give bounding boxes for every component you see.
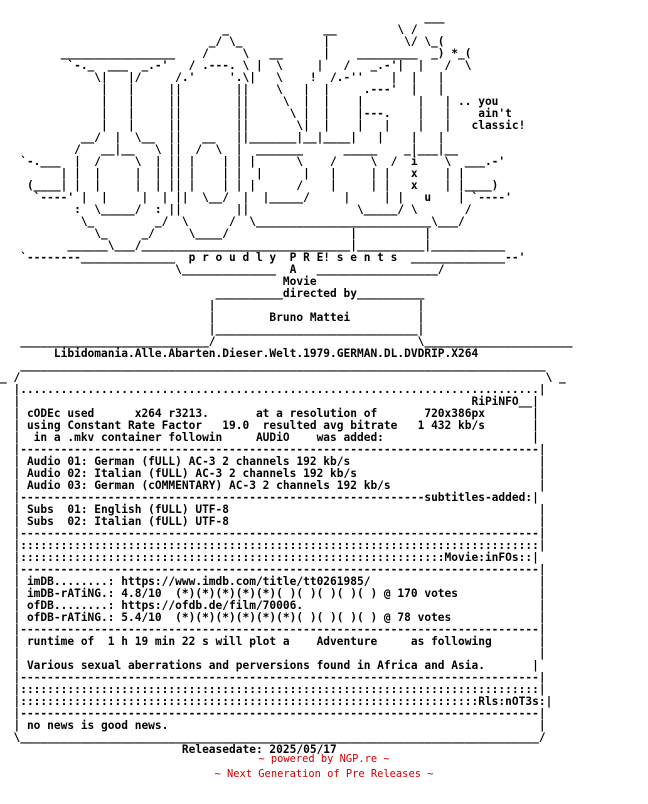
nfo-line: | | || || \| | | | | | classic! — [0, 119, 526, 132]
nfo-line: | runtime of 1 h 19 min 22 s will plot a Adventure as following | — [0, 635, 546, 648]
footer — [0, 752, 648, 782]
nfo-line: | ofDB-rATiNG.: 5.4/10 (*)(*)(*)(*)(*)(*)( )( )( )( ) @ 78 votes | — [0, 611, 546, 624]
nfo-line: `-.___ | / \ | || | | | | \ / \ / i \ ___.-' — [0, 155, 506, 168]
nfo-line: |-----------------------------------------------------------------------------| — [0, 563, 546, 576]
nfo-line: | Subs 02: Italian (fULL) UTF-8 | — [0, 515, 546, 528]
nfo-line: \_____________________________________________________________________________/ — [0, 731, 546, 744]
nfo-line: _ __ \ / — [0, 23, 418, 36]
nfo-line: | Various sexual aberrations and perversions found in Africa and Asia. | — [0, 659, 539, 672]
nfo-line: | | || || \ | | |---. | | ain't — [0, 107, 512, 120]
nfo-line: |-----------------------------------------------------------------------------| — [0, 671, 546, 684]
nfo-line: ___ — [0, 11, 445, 24]
nfo-line: _________________ / \ __ | _________ _) *_( — [0, 47, 472, 60]
nfo-line: |------------------------------------------------------------subtitles-added:| — [0, 491, 539, 504]
nfo-line: |:::::::::::::::::::::::::::::::::::::::::::::::::::::::::::::::::::::::::::::| — [0, 683, 546, 696]
nfo-line: | in a .mkv container followin AUDiO was added: | — [0, 431, 539, 444]
nfo-line: _ / \ _ — [0, 371, 566, 384]
nfo-line: __________directed by__________ — [0, 287, 425, 300]
nfo-line: | | | | | || | | | | | | | | x | | — [0, 167, 465, 180]
nfo-line: | RiPiNFO__| — [0, 395, 539, 408]
nfo-line: ______________________________________________________________________________ — [0, 359, 546, 372]
nfo-line: | Bruno Mattei | — [0, 311, 425, 324]
nfo-text-block — [0, 12, 573, 756]
nfo-line: | Audio 01: German (fULL) AC-3 2 channels 192 kb/s | — [0, 455, 546, 468]
nfo-line: | imDB-rATiNG.: 4.8/10 (*)(*)(*)(*)(*)( )( )( )( )( ) @ 170 votes | — [0, 587, 546, 600]
nfo-line: `--------______________ p r o u d l y P R E! s e n t s ______________--' — [0, 251, 526, 264]
nfo-line: | | — [0, 647, 546, 660]
nfo-line: | Subs 01: English (fULL) UTF-8 | — [0, 503, 546, 516]
nfo-line: \_ _/ \____/ | | — [0, 227, 432, 240]
nfo-line: |-----------------------------------------------------------------------------| — [0, 443, 546, 456]
nfo-line: (____| | | | | || | | | | / | | | x | |____) — [0, 179, 499, 192]
nfo-line: Releasedate: 2025/05/17 — [0, 743, 337, 756]
nfo-line: | | || || \ | | | | | .. you — [0, 95, 499, 108]
nfo-line: | no news is good news. | — [0, 719, 546, 732]
nfo-line: ______\___/_______________________________|__________|___________ — [0, 239, 506, 252]
nfo-line: |-----------------------------------------------------------------------------| — [0, 527, 546, 540]
nfo-line: \______________ A __________________/ — [0, 263, 445, 276]
nfo-line: |-----------------------------------------------------------------------------| — [0, 707, 546, 720]
nfo-line: \_ _/ \ / \__________________________\___/ — [0, 215, 465, 228]
nfo-line: | using Constant Rate Factor 19.0 resulted avg bitrate 1 432 kb/s | — [0, 419, 539, 432]
footer-powered-by: ~ powered by NGP.re ~ — [258, 753, 390, 765]
nfo-line: `-._ ___ _.-' / .---. \ | \ | / _.-'| | / \ — [0, 59, 472, 72]
nfo-line: |:::::::::::::::::::::::::::::::::::::::::::::::::::::::::::::::::::::::::::::| — [0, 539, 546, 552]
nfo-line: |-----------------------------------------------------------------------------| — [0, 623, 546, 636]
nfo-line: / __|__ \ || / \ | _______ _____ _|___|__ — [0, 143, 459, 156]
nfo-line: | imDB........: https://www.imdb.com/title/tt0261985/ | — [0, 575, 546, 588]
nfo-line: |.............................................................................| — [0, 383, 546, 396]
nfo-line: ____________________________/ \______________________ — [0, 335, 573, 348]
nfo-line: | ofDB........: https://ofdb.de/film/70006. | — [0, 599, 546, 612]
nfo-line: | | || || \ | | .---' | | — [0, 83, 445, 96]
nfo-line: Libidomania.Alle.Abarten.Dieser.Welt.1979.GERMAN.DL.DVDRIP.X264 — [0, 347, 479, 360]
nfo-line: : \_____/ : || || \_____/ \ / — [0, 203, 472, 216]
nfo-line: | cODEc used x264 r3213. at a resolution of 720x386px | — [0, 407, 539, 420]
nfo-line: Movie — [0, 275, 317, 288]
nfo-line: |::::::::::::::::::::::::::::::::::::::::::::::::::::::::::::::::::::Rls:nOT3s:| — [0, 695, 553, 708]
nfo-line: `----' | | | | || \__/ | |_____/ | | | u | `----' — [0, 191, 512, 204]
nfo-line: _/ \_ | \/ \_( — [0, 35, 445, 48]
nfo-line: | | — [0, 299, 425, 312]
nfo-line: \| |/ /.' '.\| \ ! /.-'' | | | — [0, 71, 445, 84]
nfo-line: | Audio 03: German (cOMMENTARY) AC-3 2 channels 192 kb/s | — [0, 479, 546, 492]
nfo-line: __/ | \__ || __ ||_______|__|____| | | | — [0, 131, 445, 144]
footer-tagline: ~ Next Generation of Pre Releases ~ — [214, 768, 434, 780]
nfo-line: |:::::::::::::::::::::::::::::::::::::::::::::::::::::::::::::::Movie:inFOs::| — [0, 551, 539, 564]
nfo-line: |______________________________| — [0, 323, 425, 336]
nfo-line: | Audio 02: Italian (fULL) AC-3 2 channels 192 kb/s | — [0, 467, 546, 480]
